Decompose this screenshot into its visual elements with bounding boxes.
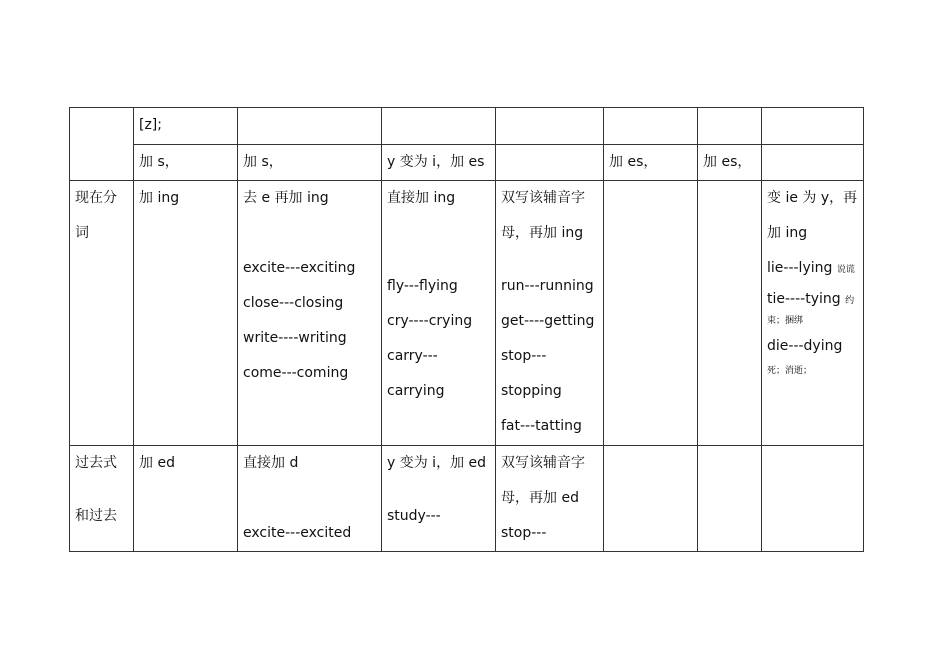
table-cell: [762, 145, 864, 181]
table-cell: [496, 108, 604, 145]
table-cell: 双写该辅音字 母，再加 ing run---running get----getting stop--- stopping fat---tatting: [496, 181, 604, 446]
table-cell: 加 s，: [238, 145, 382, 181]
table-cell: [762, 108, 864, 145]
table-cell: [382, 108, 496, 145]
table-cell: [698, 181, 762, 446]
table-cell: 直接加 d excite---excited: [238, 446, 382, 552]
table-cell: 去 e 再加 ing excite---exciting close---closing write----writing come---coming: [238, 181, 382, 446]
table-row: [70, 145, 864, 181]
table-cell: [698, 446, 762, 552]
table-cell: 加 es，: [698, 145, 762, 181]
table-cell: [496, 145, 604, 181]
table-cell: y 变为 i，加 ed study---: [382, 446, 496, 552]
table-cell: 直接加 ing fly---flying cry----crying carry--- carrying: [382, 181, 496, 446]
table-cell: [238, 108, 382, 145]
table-cell: 加 es，: [604, 145, 698, 181]
table-row: [70, 108, 864, 145]
row-label-cell: 现在分 词: [70, 181, 134, 446]
table-cell: [762, 446, 864, 552]
table-row: [70, 446, 864, 552]
table-cell: 变 ie 为 y，再 加 ing lie---lying 说谎 tie----tying 约 束；捆绑 die---dying 死；消逝；: [762, 181, 864, 446]
table-cell: [604, 108, 698, 145]
table-cell: 加 s，: [134, 145, 238, 181]
table-cell: [698, 108, 762, 145]
table-cell: y 变为 i，加 es: [382, 145, 496, 181]
table-cell: 加 ed: [134, 446, 238, 552]
table-cell: 双写该辅音字 母，再加 ed stop---: [496, 446, 604, 552]
table-cell: [z];: [134, 108, 238, 145]
table-cell: 加 ing: [134, 181, 238, 446]
table-row: [70, 181, 864, 446]
table-cell: [604, 181, 698, 446]
row-label-cell: [70, 108, 134, 181]
row-label-cell: 过去式 和过去: [70, 446, 134, 552]
verb-forms-table: [69, 107, 864, 552]
table-cell: [604, 446, 698, 552]
